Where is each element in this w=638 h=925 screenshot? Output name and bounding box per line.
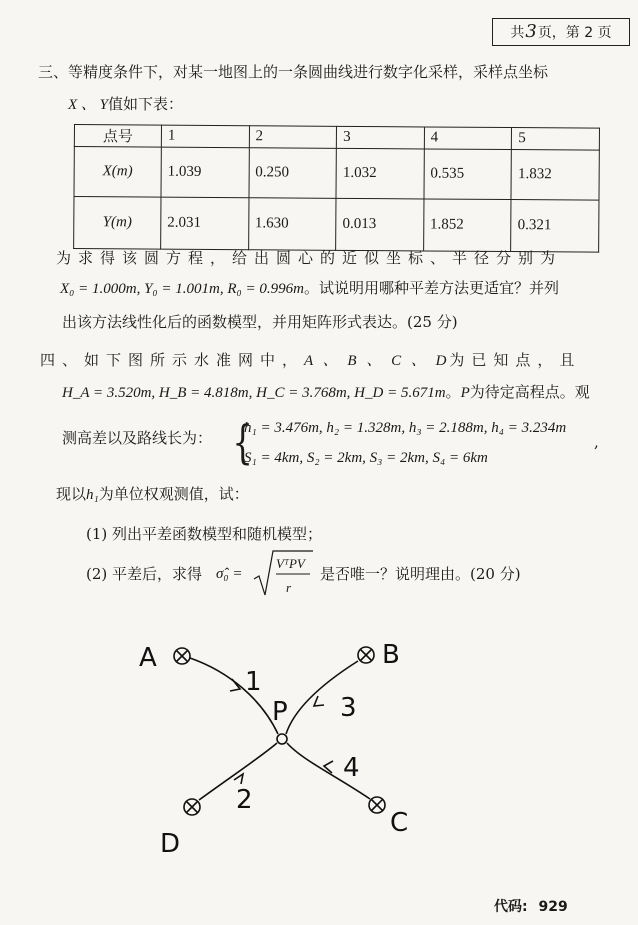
q4-route-lengths: S₁ = 4km, S₂ = 2km, S₃ = 2km, S₄ = 6km <box>244 450 488 466</box>
table-cell: 1.039 <box>161 147 249 198</box>
row-label: Y(m) <box>74 197 161 250</box>
page-total: 3 <box>525 21 537 42</box>
q4-known-heights: H_A = 3.520m, H_B = 4.818m, H_C = 3.768m, H_D = 5.671m <box>62 385 446 401</box>
label-d: D <box>160 829 181 859</box>
q4-line1-prefix: 四、如下图所示水准网中， <box>40 351 305 369</box>
page-counter-rest: 页，第 2 页 <box>537 25 612 41</box>
benchmark-c-symbol <box>369 797 385 813</box>
q4-line1-rest: 为已知点，且 <box>449 351 582 369</box>
route-1-line <box>190 658 278 734</box>
route-label-1: 1 <box>245 667 262 697</box>
label-a: A <box>139 643 157 673</box>
table-cell: 2.031 <box>161 197 249 250</box>
q3-vars: X 、 Y <box>68 97 109 113</box>
table-cell: 0.535 <box>424 149 512 200</box>
benchmark-d-symbol <box>184 799 200 815</box>
label-b: B <box>382 640 400 670</box>
q3-line1: 三、等精度条件下，对某一地图上的一条圆曲线进行数字化采样，采样点坐标 <box>38 63 549 81</box>
q4-known-points: A 、 B 、 C 、 D <box>304 353 450 369</box>
route-label-3: 3 <box>340 693 357 723</box>
q4-line4-rest: 为单位权观测值，试： <box>98 485 249 503</box>
q4-line4-prefix: 现以 <box>56 485 87 503</box>
route-2-arrow <box>234 774 243 784</box>
table-header-cell: 1 <box>161 125 249 148</box>
unknown-point-p-symbol <box>277 734 287 744</box>
q4-line2-dot: 。 <box>445 383 461 401</box>
q4-fraction-numerator: VᵀPV <box>276 556 305 571</box>
q3-approx-values: X₀ = 1.000m, Y₀ = 1.001m, R₀ = 0.996m <box>60 281 304 297</box>
q4-line2-rest: 为待定高程点。观 <box>469 383 590 401</box>
exam-code <box>494 896 568 916</box>
table-header-cell: 点号 <box>74 125 161 148</box>
q4-line3-label: 测高差以及路线长为： <box>62 429 213 447</box>
q4-item1: (1) 列出平差函数模型和随机模型； <box>86 525 323 543</box>
table-header-cell: 5 <box>512 128 600 151</box>
benchmark-b-symbol <box>358 647 374 663</box>
table-cell: 1.630 <box>248 198 336 251</box>
q4-comma: , <box>594 433 599 451</box>
table-cell: 0.250 <box>249 148 337 199</box>
route-label-2: 2 <box>236 785 253 815</box>
label-c: C <box>390 808 409 838</box>
q4-h1: h₁ <box>86 487 99 503</box>
table-cell: 1.832 <box>511 150 599 201</box>
exam-code-label: 代码: <box>494 899 528 915</box>
table-cell: 0.321 <box>511 200 599 253</box>
q3-line5: 出该方法线性化后的函数模型，并用矩阵形式表达。(25 分) <box>62 313 458 331</box>
table-header-cell: 2 <box>249 126 337 149</box>
q4-point-p: P <box>460 385 470 401</box>
label-p: P <box>272 697 288 727</box>
q4-item2-rest: 是否唯一？说明理由。(20 分) <box>320 565 521 583</box>
table-cell: 1.032 <box>336 148 424 199</box>
benchmark-a-symbol <box>174 648 190 664</box>
table-cell: 1.852 <box>423 199 511 252</box>
table-header-cell: 3 <box>337 126 425 149</box>
page-counter-prefix: 共 <box>510 25 525 41</box>
table-cell: 0.013 <box>336 198 424 251</box>
q3-line3: 为求得该圆方程，给出圆心的近似坐标、半径分别为 <box>56 249 563 267</box>
row-label: X(m) <box>74 147 161 198</box>
route-label-4: 4 <box>343 753 360 783</box>
q4-fraction-denominator: r <box>286 580 292 595</box>
q3-line4-rest: 。试说明用哪种平差方法更适宜？并列 <box>303 279 559 297</box>
q4-item2-prefix: (2) 平差后，求得 <box>86 565 203 583</box>
brace-symbol: { <box>232 415 253 469</box>
q3-line2-rest: 值如下表： <box>108 95 184 113</box>
exam-code-value: 929 <box>538 899 568 915</box>
route-3-arrow <box>314 696 324 706</box>
table-header-cell: 4 <box>424 127 512 150</box>
q4-height-differences: h₁ = 3.476m, h₂ = 1.328m, h₃ = 2.188m, h₄ = 3.234m <box>244 420 567 436</box>
q4-sigma: σ̂₀ = <box>216 566 243 582</box>
